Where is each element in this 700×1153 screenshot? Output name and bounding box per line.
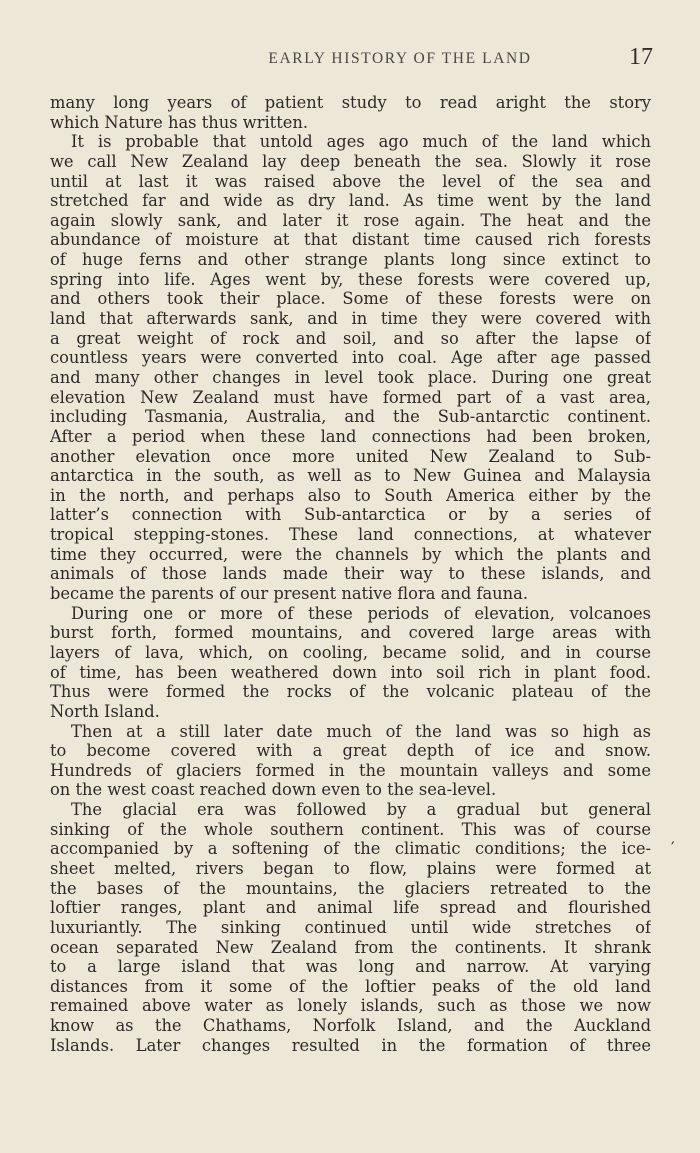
text-line: to become covered with a great depth of ice and snow. xyxy=(50,741,651,761)
text-line: countless years were converted into coal. Age after age passed xyxy=(50,348,651,368)
text-line: on the west coast reached down even to the sea-level. xyxy=(50,780,497,800)
text-line: After a period when these land connections had been broken, xyxy=(50,426,651,446)
text-line: in the north, and perhaps also to South America either by the xyxy=(50,485,651,505)
text-line: time they occurred, were the channels by which the plants and xyxy=(50,544,651,564)
text-line: a great weight of rock and soil, and so after the lapse of xyxy=(50,328,651,348)
text-line: antarctica in the south, as well as to New Guinea and Malaysia xyxy=(50,466,651,486)
text-line: of time, has been weathered down into soil rich in plant food. xyxy=(50,662,651,682)
text-line: we call New Zealand lay deep beneath the sea. Slowly it rose xyxy=(50,151,651,171)
text-line: sinking of the whole southern continent. This was of course xyxy=(50,819,651,839)
running-head: EARLY HISTORY OF THE LAND xyxy=(268,50,532,67)
text-line: The glacial era was followed by a gradual but general xyxy=(71,800,651,820)
text-line: until at last it was raised above the level of the sea and xyxy=(50,171,651,191)
text-line: Islands. Later changes resulted in the formation of three xyxy=(50,1035,651,1055)
text-line: elevation New Zealand must have formed part of a vast area, xyxy=(50,387,651,407)
text-line: became the parents of our present native flora and fauna. xyxy=(50,584,529,604)
text-line: remained above water as lonely islands, such as those we now xyxy=(50,996,651,1016)
text-line: spring into life. Ages went by, these forests were covered up, xyxy=(50,269,651,289)
body-text xyxy=(50,93,651,1055)
text-line: tropical stepping-stones. These land connections, at whatever xyxy=(50,525,651,545)
page-header xyxy=(50,44,653,74)
text-line: abundance of moisture at that distant time caused rich forests xyxy=(50,230,651,250)
text-line: many long years of patient study to read aright the story xyxy=(50,93,651,112)
text-line: again slowly sank, and later it rose again. The heat and the xyxy=(50,210,651,230)
text-line: animals of those lands made their way to these islands, and xyxy=(50,564,651,584)
text-line: to a large island that was long and narrow. At varying xyxy=(50,957,651,977)
text-line: North Island. xyxy=(50,701,160,721)
text-line: know as the Chathams, Norfolk Island, and the Auckland xyxy=(50,1016,651,1036)
text-line: and others took their place. Some of these forests were on xyxy=(50,289,651,309)
text-line: loftier ranges, plant and animal life spread and flourished xyxy=(50,898,651,918)
text-line: sheet melted, rivers began to flow, plains were formed at xyxy=(50,858,651,878)
text-line: luxuriantly. The sinking continued until wide stretches of xyxy=(50,917,651,937)
text-line: stretched far and wide as dry land. As time went by the land xyxy=(50,191,651,211)
text-line: It is probable that untold ages ago much of the land which xyxy=(71,132,651,152)
page-number: 17 xyxy=(629,44,653,70)
text-line: Thus were formed the rocks of the volcanic plateau of the xyxy=(50,682,651,702)
text-line: which Nature has thus written. xyxy=(50,112,309,132)
text-line: including Tasmania, Australia, and the Sub-antarctic continent. xyxy=(50,407,651,427)
text-line: land that afterwards sank, and in time they were covered with xyxy=(50,309,651,329)
text-line: another elevation once more united New Zealand to Sub- xyxy=(50,446,651,466)
text-line: and many other changes in level took place. During one great xyxy=(50,367,651,387)
text-line: ocean separated New Zealand from the continents. It shrank xyxy=(50,937,651,957)
text-line: layers of lava, which, on cooling, became solid, and in course xyxy=(50,642,651,662)
text-line: distances from it some of the loftier peaks of the old land xyxy=(50,976,651,996)
margin-mark: ′ xyxy=(671,838,675,857)
text-line: Hundreds of glaciers formed in the mountain valleys and some xyxy=(50,760,651,780)
text-line: accompanied by a softening of the climatic conditions; the ice- xyxy=(50,839,651,859)
text-line: of huge ferns and other strange plants long since extinct to xyxy=(50,250,651,270)
text-line: latter’s connection with Sub-antarctica or by a series of xyxy=(50,505,651,525)
text-line: Then at a still later date much of the land was so high as xyxy=(71,721,651,741)
text-line: the bases of the mountains, the glaciers retreated to the xyxy=(50,878,651,898)
text-line: burst forth, formed mountains, and covered large areas with xyxy=(50,623,651,643)
text-line: During one or more of these periods of elevation, volcanoes xyxy=(71,603,651,623)
